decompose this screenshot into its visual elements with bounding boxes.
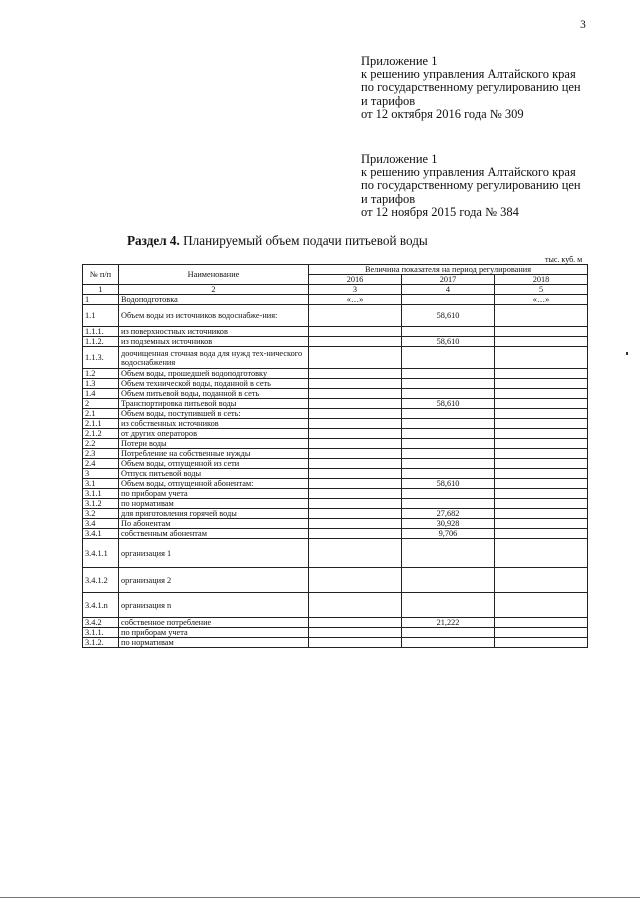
- value-2018: [495, 519, 588, 529]
- row-name: из собственных источников: [119, 419, 309, 429]
- value-2018: [495, 379, 588, 389]
- row-name: по приборам учета: [119, 628, 309, 638]
- row-number: 3.4.1.n: [83, 593, 119, 618]
- row-name: от других операторов: [119, 429, 309, 439]
- value-2018: [495, 499, 588, 509]
- water-supply-table: [82, 264, 588, 648]
- value-2017: 21,222: [402, 618, 495, 628]
- value-2017: [402, 499, 495, 509]
- value-2018: [495, 439, 588, 449]
- table-row: [83, 399, 588, 409]
- value-2016: [309, 509, 402, 519]
- value-2018: [495, 529, 588, 539]
- value-2017: [402, 539, 495, 568]
- value-2017: 58,610: [402, 337, 495, 347]
- value-2017: [402, 379, 495, 389]
- row-number: 3.1.2.: [83, 638, 119, 648]
- value-2018: [495, 337, 588, 347]
- value-2018: [495, 489, 588, 499]
- table-row: [83, 429, 588, 439]
- value-2017: [402, 489, 495, 499]
- row-number: 1.1.1.: [83, 327, 119, 337]
- value-2016: [309, 409, 402, 419]
- index-cell: 2: [119, 285, 309, 295]
- value-2018: [495, 409, 588, 419]
- section-title-text: Планируемый объем подачи питьевой воды: [183, 233, 428, 248]
- row-number: 2.4: [83, 459, 119, 469]
- row-number: 3.4.2: [83, 618, 119, 628]
- value-2016: [309, 337, 402, 347]
- value-2016: [309, 519, 402, 529]
- value-2017: [402, 429, 495, 439]
- appendix-line: от 12 ноября 2015 года № 384: [361, 204, 519, 219]
- table-row: [83, 337, 588, 347]
- table-row: [83, 379, 588, 389]
- row-name: доочищенная сточная вода для нужд тех-нического водоснабжения: [119, 347, 309, 369]
- table-row: [83, 369, 588, 379]
- value-2018: «…»: [495, 295, 588, 305]
- table-row: [83, 519, 588, 529]
- row-name: Объем технической воды, поданной в сеть: [119, 379, 309, 389]
- value-2018: [495, 419, 588, 429]
- value-2017: 9,706: [402, 529, 495, 539]
- value-2017: [402, 568, 495, 593]
- row-number: 2.1.2: [83, 429, 119, 439]
- row-number: 3.4.1.2: [83, 568, 119, 593]
- value-2017: [402, 459, 495, 469]
- row-number: 3.4: [83, 519, 119, 529]
- row-name: Объем воды, отпущенной абонентам:: [119, 479, 309, 489]
- row-name: Потери воды: [119, 439, 309, 449]
- value-2018: [495, 305, 588, 327]
- header-year: 2016: [309, 275, 402, 285]
- appendix-line: от 12 октября 2016 года № 309: [361, 106, 524, 121]
- value-2018: [495, 347, 588, 369]
- row-number: 2.1: [83, 409, 119, 419]
- value-2018: [495, 327, 588, 337]
- row-name: Отпуск питьевой воды: [119, 469, 309, 479]
- value-2017: [402, 369, 495, 379]
- value-2016: [309, 479, 402, 489]
- appendix-line: к решению управления Алтайского края: [361, 67, 576, 82]
- row-number: 1: [83, 295, 119, 305]
- value-2017: 27,682: [402, 509, 495, 519]
- index-cell: 4: [402, 285, 495, 295]
- row-number: 3.1.1.: [83, 628, 119, 638]
- value-2016: «…»: [309, 295, 402, 305]
- page-number: 3: [580, 17, 586, 31]
- value-2018: [495, 479, 588, 489]
- value-2018: [495, 389, 588, 399]
- value-2017: 30,928: [402, 519, 495, 529]
- value-2017: [402, 419, 495, 429]
- value-2017: 58,610: [402, 479, 495, 489]
- row-name: Водоподготовка: [119, 295, 309, 305]
- table-row: [83, 469, 588, 479]
- row-name: Потребление на собственные нужды: [119, 449, 309, 459]
- value-2016: [309, 449, 402, 459]
- header-num: № п/п: [83, 265, 119, 285]
- appendix-line: и тарифов: [361, 93, 416, 108]
- value-2016: [309, 638, 402, 648]
- row-name: Объем воды из источников водоснабже-ния:: [119, 305, 309, 327]
- value-2016: [309, 499, 402, 509]
- value-2017: [402, 295, 495, 305]
- value-2017: [402, 327, 495, 337]
- table-row: [83, 539, 588, 568]
- section-label: Раздел 4.: [127, 233, 180, 248]
- value-2018: [495, 593, 588, 618]
- value-2016: [309, 399, 402, 409]
- row-name: из подземных источников: [119, 337, 309, 347]
- table-row: [83, 305, 588, 327]
- units-label: тыс. куб. м: [545, 255, 583, 264]
- row-name: из поверхностных источников: [119, 327, 309, 337]
- table-row: [83, 489, 588, 499]
- header-name: Наименование: [119, 265, 309, 285]
- value-2016: [309, 628, 402, 638]
- value-2017: 58,610: [402, 399, 495, 409]
- table-row: [83, 439, 588, 449]
- row-number: 1.2: [83, 369, 119, 379]
- value-2016: [309, 529, 402, 539]
- row-number: 1.3: [83, 379, 119, 389]
- row-number: 1.1.2.: [83, 337, 119, 347]
- row-number: 3.1.1: [83, 489, 119, 499]
- row-name: собственное потребление: [119, 618, 309, 628]
- index-cell: 3: [309, 285, 402, 295]
- row-number: 3.4.1.1: [83, 539, 119, 568]
- value-2018: [495, 429, 588, 439]
- value-2018: [495, 539, 588, 568]
- value-2016: [309, 469, 402, 479]
- value-2017: [402, 347, 495, 369]
- row-number: 1.1: [83, 305, 119, 327]
- table-row: [83, 459, 588, 469]
- value-2017: [402, 593, 495, 618]
- appendix-current-header: [361, 55, 581, 121]
- value-2018: [495, 628, 588, 638]
- table-row: [83, 628, 588, 638]
- value-2016: [309, 459, 402, 469]
- table-row: [83, 529, 588, 539]
- appendix-line: и тарифов: [361, 191, 416, 206]
- row-number: 3.1.2: [83, 499, 119, 509]
- value-2018: [495, 618, 588, 628]
- row-name: собственным абонентам: [119, 529, 309, 539]
- value-2016: [309, 327, 402, 337]
- row-number: 1.1.3.: [83, 347, 119, 369]
- value-2018: [495, 369, 588, 379]
- row-number: 3.4.1: [83, 529, 119, 539]
- scan-bottom-edge: [0, 897, 640, 898]
- value-2017: [402, 439, 495, 449]
- appendix-line: Приложение 1: [361, 152, 438, 166]
- index-cell: 5: [495, 285, 588, 295]
- value-2018: [495, 638, 588, 648]
- index-cell: 1: [83, 285, 119, 295]
- table-row: [83, 618, 588, 628]
- row-name: По абонентам: [119, 519, 309, 529]
- row-name: Объем воды, прошедшей водоподготовку: [119, 369, 309, 379]
- appendix-line: по государственному регулированию цен: [361, 80, 581, 95]
- row-number: 2.1.1: [83, 419, 119, 429]
- value-2017: [402, 638, 495, 648]
- row-name: Транспортировка питьевой воды: [119, 399, 309, 409]
- value-2017: [402, 469, 495, 479]
- row-name: по нормативам: [119, 638, 309, 648]
- value-2017: [402, 449, 495, 459]
- row-number: 2: [83, 399, 119, 409]
- table-row: [83, 479, 588, 489]
- row-name: организация n: [119, 593, 309, 618]
- value-2016: [309, 369, 402, 379]
- value-2017: 58,610: [402, 305, 495, 327]
- table-row: [83, 593, 588, 618]
- value-2016: [309, 389, 402, 399]
- table-row: [83, 638, 588, 648]
- row-number: 2.2: [83, 439, 119, 449]
- value-2017: [402, 409, 495, 419]
- table-row: [83, 509, 588, 519]
- value-2016: [309, 419, 402, 429]
- table-row: [83, 419, 588, 429]
- table-row: [83, 449, 588, 459]
- value-2018: [495, 459, 588, 469]
- value-2017: [402, 389, 495, 399]
- row-name: организация 2: [119, 568, 309, 593]
- value-2016: [309, 305, 402, 327]
- row-name: по нормативам: [119, 499, 309, 509]
- appendix-previous-header: [361, 153, 581, 219]
- section-title: [127, 233, 428, 249]
- value-2016: [309, 429, 402, 439]
- row-name: Объем воды, поступившей в сеть:: [119, 409, 309, 419]
- row-number: 3: [83, 469, 119, 479]
- appendix-line: к решению управления Алтайского края: [361, 165, 576, 180]
- value-2018: [495, 509, 588, 519]
- row-name: для приготовления горячей воды: [119, 509, 309, 519]
- value-2016: [309, 539, 402, 568]
- header-year: 2018: [495, 275, 588, 285]
- value-2016: [309, 379, 402, 389]
- table-row: [83, 347, 588, 369]
- value-2018: [495, 469, 588, 479]
- value-2016: [309, 568, 402, 593]
- header-period: Величина показателя на период регулирования: [309, 265, 588, 275]
- value-2018: [495, 399, 588, 409]
- value-2016: [309, 439, 402, 449]
- appendix-line: по государственному регулированию цен: [361, 178, 581, 193]
- value-2017: [402, 628, 495, 638]
- table-row: [83, 499, 588, 509]
- row-name: Объем питьевой воды, поданной в сеть: [119, 389, 309, 399]
- table-row: [83, 389, 588, 399]
- row-name: Объем воды, отпущенной из сети: [119, 459, 309, 469]
- value-2016: [309, 489, 402, 499]
- appendix-line: Приложение 1: [361, 54, 438, 68]
- value-2016: [309, 593, 402, 618]
- row-number: 2.3: [83, 449, 119, 459]
- value-2016: [309, 618, 402, 628]
- value-2018: [495, 568, 588, 593]
- value-2016: [309, 347, 402, 369]
- value-2018: [495, 449, 588, 459]
- row-number: 1.4: [83, 389, 119, 399]
- row-number: 3.2: [83, 509, 119, 519]
- scan-speck: [626, 352, 628, 355]
- table-row: [83, 409, 588, 419]
- row-name: по приборам учета: [119, 489, 309, 499]
- table-row: [83, 568, 588, 593]
- table-row: [83, 327, 588, 337]
- row-name: организация 1: [119, 539, 309, 568]
- header-year: 2017: [402, 275, 495, 285]
- table-row: [83, 295, 588, 305]
- row-number: 3.1: [83, 479, 119, 489]
